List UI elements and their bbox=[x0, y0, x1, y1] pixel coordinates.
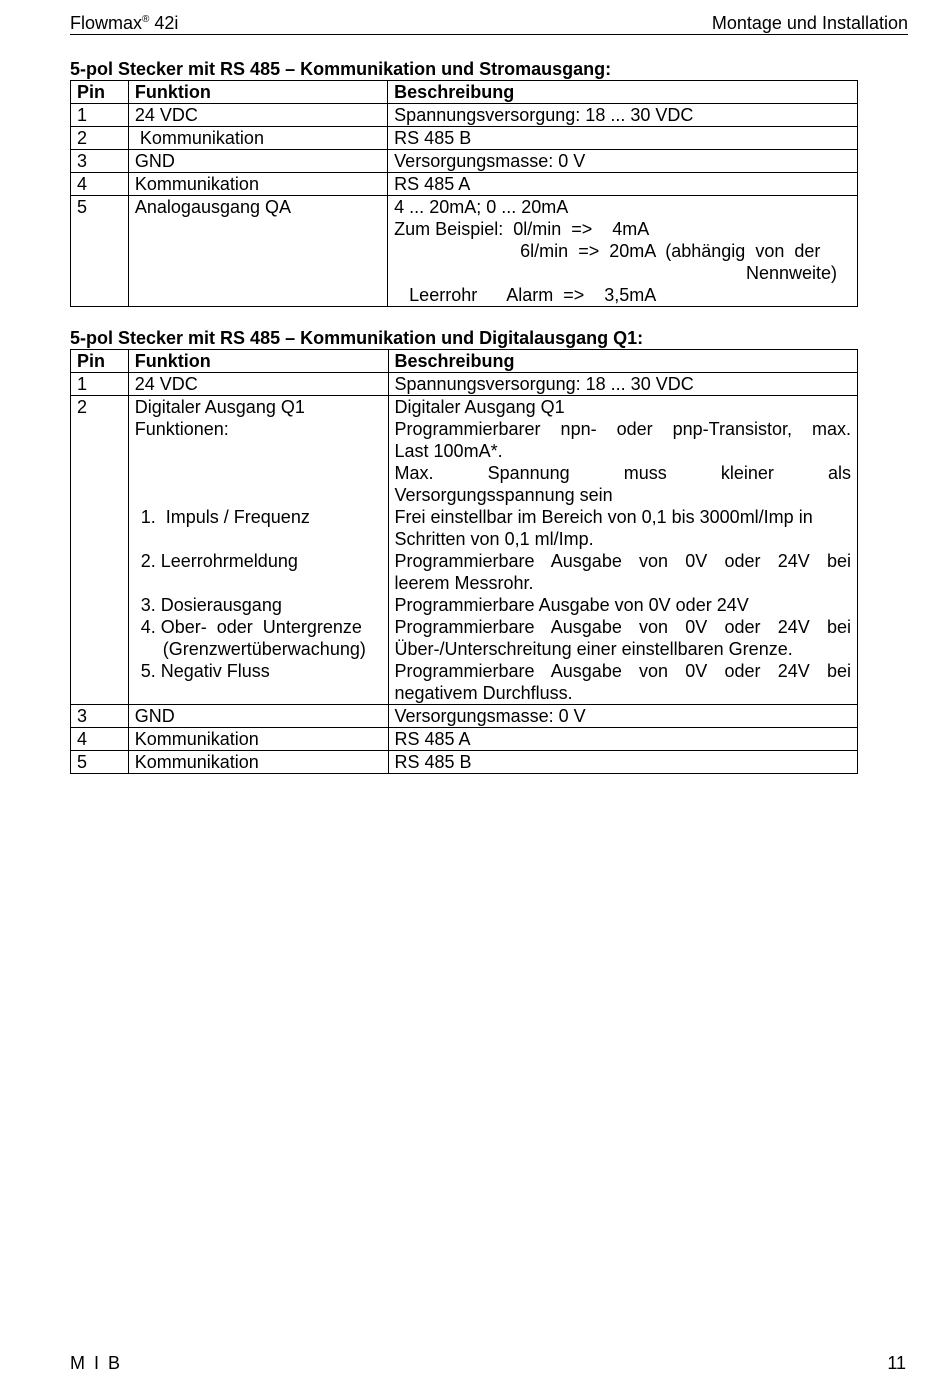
desc-line: Programmierbare Ausgabe von 0V oder 24V bei bbox=[394, 617, 851, 637]
pin-cell: 4 bbox=[71, 728, 129, 751]
desc-line: 4 ... 20mA; 0 ... 20mA bbox=[394, 197, 569, 217]
desc-line: Leerrohr Alarm => 3,5mA bbox=[394, 285, 657, 305]
pin-cell: 2 bbox=[71, 396, 129, 705]
beschreibung-cell: Versorgungsmasse: 0 V bbox=[388, 705, 857, 728]
desc-line: Programmierbare Ausgabe von 0V oder 24V bei bbox=[394, 551, 851, 571]
funktion-cell: Kommunikation bbox=[128, 173, 387, 196]
table-row bbox=[71, 104, 858, 127]
table-header-row bbox=[71, 350, 858, 373]
pin-cell: 3 bbox=[71, 705, 129, 728]
beschreibung-cell: RS 485 B bbox=[388, 751, 857, 774]
table-row bbox=[71, 728, 858, 751]
header-section-title: Montage und Installation bbox=[711, 13, 908, 33]
table2-digitalausgang bbox=[70, 349, 858, 774]
beschreibung-cell: Versorgungsmasse: 0 V bbox=[388, 150, 858, 173]
funktion-cell: Kommunikation bbox=[128, 127, 387, 150]
funktion-cell: Kommunikation bbox=[128, 728, 388, 751]
col-header-beschreibung: Beschreibung bbox=[388, 81, 858, 104]
table-row bbox=[71, 373, 858, 396]
list-item: 1. Impuls / Frequenz bbox=[140, 507, 310, 527]
col-header-funktion: Funktion bbox=[128, 350, 388, 373]
funktion-title: Digitaler Ausgang Q1 bbox=[134, 397, 305, 417]
table-row bbox=[71, 396, 858, 705]
list-item: 5. Negativ Fluss bbox=[140, 661, 270, 681]
list-item-continuation: (Grenzwertüberwachung) bbox=[162, 639, 366, 659]
pin-cell: 1 bbox=[71, 373, 129, 396]
funktion-cell: GND bbox=[128, 150, 387, 173]
col-header-funktion: Funktion bbox=[128, 81, 387, 104]
desc-line: Nennweite) bbox=[745, 263, 837, 283]
beschreibung-cell: Spannungsversorgung: 18 ... 30 VDC bbox=[388, 104, 858, 127]
desc-line: Frei einstellbar im Bereich von 0,1 bis 3000ml/Imp in bbox=[394, 507, 813, 527]
table1-stromausgang bbox=[70, 80, 858, 307]
pin-cell: 4 bbox=[71, 173, 129, 196]
table-row bbox=[71, 127, 858, 150]
beschreibung-cell: Spannungsversorgung: 18 ... 30 VDC bbox=[388, 373, 857, 396]
desc-line: Digitaler Ausgang Q1 bbox=[394, 397, 565, 417]
desc-line: Über-/Unterschreitung einer einstellbaren Grenze. bbox=[394, 639, 793, 659]
col-header-pin: Pin bbox=[71, 81, 129, 104]
beschreibung-cell bbox=[388, 196, 858, 307]
desc-line: Last 100mA*. bbox=[394, 441, 503, 461]
pin-cell: 2 bbox=[71, 127, 129, 150]
funktion-cell bbox=[128, 396, 388, 705]
table-header-row bbox=[71, 81, 858, 104]
table-row bbox=[71, 705, 858, 728]
funktion-cell: GND bbox=[128, 705, 388, 728]
table-row bbox=[71, 150, 858, 173]
desc-line: negativem Durchfluss. bbox=[394, 683, 573, 703]
funktion-cell: 24 VDC bbox=[128, 373, 388, 396]
beschreibung-cell: RS 485 A bbox=[388, 173, 858, 196]
funktion-cell: Kommunikation bbox=[128, 751, 388, 774]
desc-line: leerem Messrohr. bbox=[394, 573, 534, 593]
funktion-cell: Analogausgang QA bbox=[128, 196, 387, 307]
desc-line: Programmierbarer npn- oder pnp-Transistor, max. bbox=[394, 419, 851, 439]
desc-line: 6l/min => 20mA (abhängig von der bbox=[520, 241, 821, 261]
pin-cell: 5 bbox=[71, 196, 129, 307]
list-item: 4. Ober- oder Untergrenze bbox=[140, 617, 362, 637]
footer-company: M I B bbox=[70, 1353, 123, 1373]
funktion-cell: 24 VDC bbox=[128, 104, 387, 127]
funktion-subtitle: Funktionen: bbox=[134, 419, 229, 439]
list-item: 3. Dosierausgang bbox=[140, 595, 282, 615]
desc-line: Zum Beispiel: 0l/min => 4mA bbox=[394, 219, 650, 239]
pin-cell: 5 bbox=[71, 751, 129, 774]
table-row bbox=[71, 196, 858, 307]
page-header bbox=[70, 10, 908, 35]
beschreibung-cell bbox=[388, 396, 857, 705]
beschreibung-cell: RS 485 A bbox=[388, 728, 857, 751]
pin-cell: 1 bbox=[71, 104, 129, 127]
page-number: 11 bbox=[887, 1353, 906, 1373]
col-header-beschreibung: Beschreibung bbox=[388, 350, 857, 373]
desc-line: Max. Spannung muss kleiner als bbox=[394, 463, 851, 483]
pin-cell: 3 bbox=[71, 150, 129, 173]
col-header-pin: Pin bbox=[71, 350, 129, 373]
desc-line: Programmierbare Ausgabe von 0V oder 24V bbox=[394, 595, 749, 615]
table1-title: 5-pol Stecker mit RS 485 – Kommunikation und Stromausgang: bbox=[70, 59, 612, 79]
desc-line: Programmierbare Ausgabe von 0V oder 24V bei bbox=[394, 661, 851, 681]
list-item: 2. Leerrohrmeldung bbox=[140, 551, 298, 571]
desc-line: Schritten von 0,1 ml/Imp. bbox=[394, 529, 594, 549]
table-row bbox=[71, 751, 858, 774]
table2-title: 5-pol Stecker mit RS 485 – Kommunikation und Digitalausgang Q1: bbox=[70, 328, 644, 348]
beschreibung-cell: RS 485 B bbox=[388, 127, 858, 150]
desc-line: Versorgungsspannung sein bbox=[394, 485, 613, 505]
table-row bbox=[71, 173, 858, 196]
product-name: Flowmax® 42i bbox=[70, 13, 179, 33]
